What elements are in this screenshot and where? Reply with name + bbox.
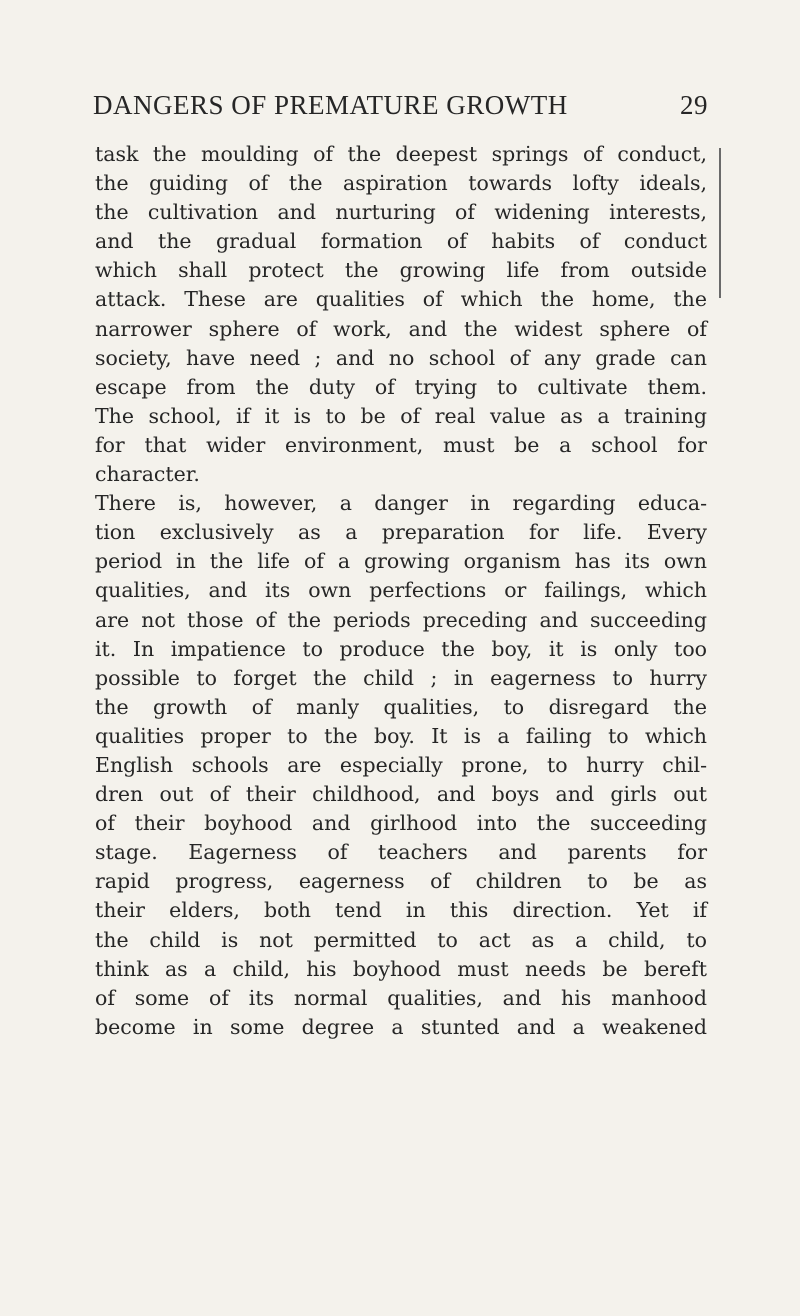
text-line: rapid progress, eagerness of children to be as [95, 869, 707, 894]
page-header [93, 90, 708, 124]
text-line: the guiding of the aspiration towards lofty ideals, [95, 171, 707, 196]
text-line: qualities proper to the boy. It is a failing to which [95, 723, 707, 748]
text-line: and the gradual formation of habits of conduct [95, 229, 707, 254]
text-line: dren out of their childhood, and boys and girls out [95, 782, 707, 807]
text-line: of some of its normal qualities, and his manhood [95, 985, 707, 1010]
text-line: attack. These are qualities of which the home, the [95, 287, 707, 312]
text-line: become in some degree a stunted and a weakened [95, 1014, 707, 1039]
text-line: it. In impatience to produce the boy, it is only too [95, 636, 707, 661]
text-line: which shall protect the growing life from outside [95, 258, 707, 283]
body-text [95, 140, 707, 1042]
text-line: There is, however, a danger in regarding educa- [95, 491, 707, 516]
text-line: think as a child, his boyhood must needs be bereft [95, 956, 707, 981]
text-line: of their boyhood and girlhood into the succeeding [95, 811, 707, 836]
margin-mark [719, 148, 721, 298]
text-line: possible to forget the child ; in eagerness to hurry [95, 665, 707, 690]
text-line: period in the life of a growing organism has its own [95, 549, 707, 574]
text-line: character. [95, 462, 200, 487]
text-line: qualities, and its own perfections or failings, which [95, 578, 707, 603]
text-line: the cultivation and nurturing of widening interests, [95, 200, 707, 225]
text-line: for that wider environment, must be a school for [95, 432, 707, 457]
text-line: escape from the duty of trying to cultivate them. [95, 374, 707, 399]
text-line: The school, if it is to be of real value as a training [95, 403, 707, 428]
text-line: the growth of manly qualities, to disregard the [95, 694, 707, 719]
text-line: tion exclusively as a preparation for life. Every [95, 520, 707, 545]
running-title: DANGERS OF PREMATURE GROWTH [93, 90, 568, 120]
text-line: are not those of the periods preceding and succeeding [95, 607, 707, 632]
text-line: their elders, both tend in this direction. Yet if [95, 898, 707, 923]
page-number: 29 [680, 90, 708, 120]
text-line: stage. Eagerness of teachers and parents for [95, 840, 707, 865]
text-line: the child is not permitted to act as a child, to [95, 927, 707, 952]
text-line: society, have need ; and no school of any grade can [95, 345, 707, 370]
text-line: narrower sphere of work, and the widest sphere of [95, 316, 707, 341]
text-line: English schools are especially prone, to hurry chil- [95, 752, 707, 777]
text-line: task the moulding of the deepest springs of conduct, [95, 142, 707, 166]
